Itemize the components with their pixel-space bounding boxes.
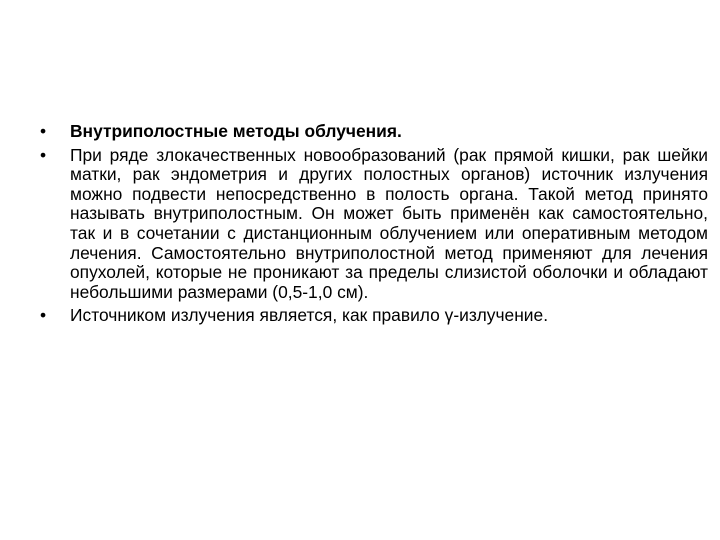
bullet-item-description	[40, 146, 708, 303]
bullet-dot: •	[40, 121, 47, 141]
bullet-text-heading: Внутриполостные методы облучения.	[70, 121, 402, 141]
bullet-dot: •	[40, 305, 47, 326]
bullet-dot: •	[40, 144, 47, 165]
bullet-list	[40, 122, 708, 330]
bullet-text-source: Источником излучения является, как правило γ-излучение.	[70, 305, 549, 326]
bullet-text-description: При ряде злокачественных новообразований (рак прямой кишки, рак шейки матки, рак эндометрия и других полостных органов) источник излучения можно подвести непосредственно в полость органа. Такой метод принято называть внутриполостным. Он может быть применён как самостоятельно, так и в сочетании с дистанционным облучением или оперативным методом лечения. Самостоятельно внутриполостной метод применяют для лечения опухолей, которые не проникают за пределы слизистой оболочки и обладают небольшими размерами (0,5-1,0 см).	[70, 144, 708, 302]
bullet-item-source	[40, 306, 708, 326]
bullet-item-heading	[40, 122, 708, 142]
